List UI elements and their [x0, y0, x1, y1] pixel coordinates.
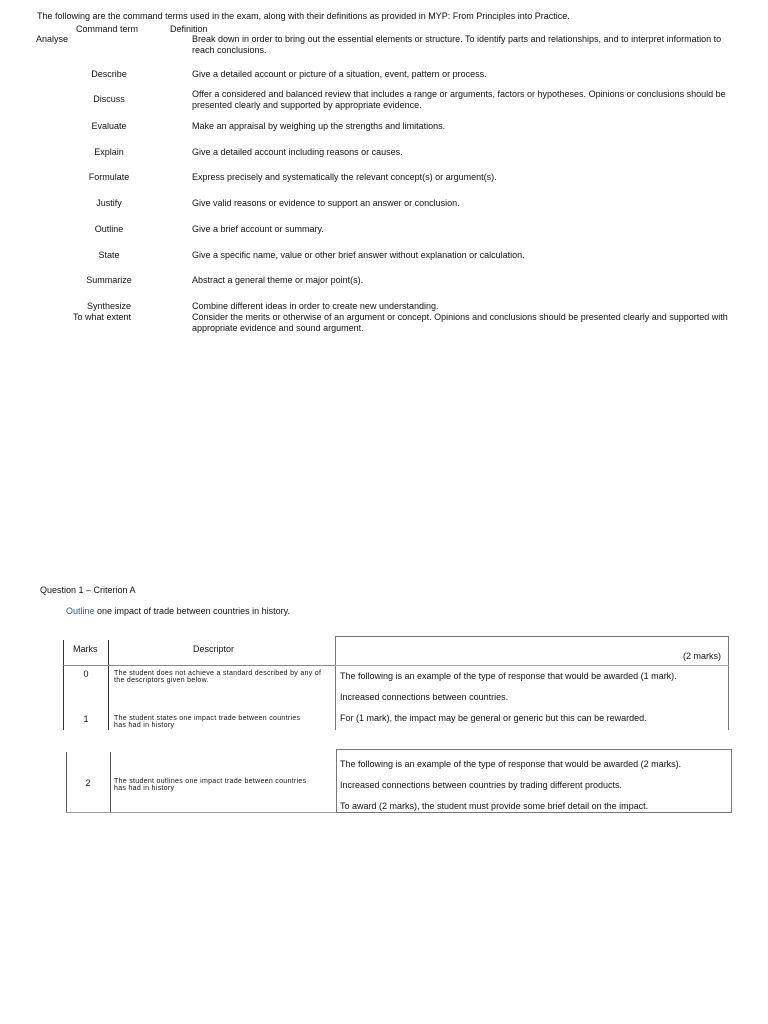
definition-analyse: Break down in order to bring out the essential elements or structure. To identify parts and relationships, and to interpret information to reach conclusions.: [192, 34, 722, 55]
column-header-definition: Definition: [170, 24, 208, 34]
term-describe: Describe: [91, 69, 127, 79]
guidance-1-note: For (1 mark), the impact may be general or generic but this can be rewarded.: [340, 713, 647, 723]
question-title: Question 1 – Criterion A: [40, 585, 136, 595]
total-marks: (2 marks): [683, 651, 721, 661]
term-formulate: Formulate: [88, 172, 130, 182]
definition-synthesize: Combine different ideas in order to create new understanding.: [192, 301, 439, 311]
definition-explain: Give a detailed account including reasons or causes.: [192, 147, 403, 157]
term-outline: Outline: [94, 224, 124, 234]
guidance-1-example: Increased connections between countries.: [340, 692, 509, 702]
term-summarize: Summarize: [86, 275, 132, 285]
command-term-keyword: Outline: [66, 606, 95, 616]
descriptor-header: Descriptor: [193, 644, 235, 654]
term-evaluate: Evaluate: [91, 121, 127, 131]
column-header-command-term: Command term: [76, 24, 139, 34]
definition-justify: Give valid reasons or evidence to support an answer or conclusion.: [192, 198, 460, 208]
definition-discuss: Offer a considered and balanced review that includes a range or arguments, factors or hypotheses. Opinions or conclusions should be presented clearly and supported by appropriate evidence.: [192, 89, 726, 110]
descriptor-mark-2: The student outlines one impact trade between countries has had in history: [114, 778, 307, 792]
definition-formulate: Express precisely and systematically the relevant concept(s) or argument(s).: [192, 172, 497, 182]
definition-describe: Give a detailed account or picture of a situation, event, pattern or process.: [192, 69, 487, 79]
definition-summarize: Abstract a general theme or major point(s).: [192, 275, 364, 285]
table-rule: [335, 665, 729, 666]
guidance-2-example: Increased connections between countries by trading different products.: [340, 780, 623, 790]
definition-evaluate: Make an appraisal by weighing up the strengths and limitations.: [192, 121, 446, 131]
question-prompt: [66, 606, 290, 617]
term-explain: Explain: [94, 147, 124, 157]
guidance-1-example-intro: The following is an example of the type of response that would be awarded (1 mark).: [340, 671, 677, 681]
definition-to-what-extent: Consider the merits or otherwise of an argument or concept. Opinions and conclusions should be presented clearly and supported with appropriate evidence and sound argument.: [192, 312, 728, 333]
term-state: State: [98, 250, 120, 260]
term-discuss: Discuss: [93, 94, 125, 104]
table-rule: [63, 665, 335, 666]
question-prompt-text: one impact of trade between countries in history.: [94, 606, 290, 616]
mark-value-1: 1: [83, 714, 89, 724]
term-synthesize: Synthesize: [86, 301, 132, 311]
intro-text: The following are the command terms used in the exam, along with their definitions as provided in MYP: From Principles into Practice.: [37, 11, 570, 21]
mark-value-2: 2: [85, 778, 91, 788]
definition-outline: Give a brief account or summary.: [192, 224, 324, 234]
descriptor-mark-1: The student states one impact trade between countries has had in history: [114, 715, 301, 729]
definition-state: Give a specific name, value or other brief answer without explanation or calculation.: [192, 250, 525, 260]
term-analyse: Analyse: [36, 34, 69, 44]
marks-header: Marks: [73, 644, 98, 654]
table-rule: [66, 812, 336, 813]
guidance-2-example-intro: The following is an example of the type of response that would be awarded (2 marks).: [340, 759, 682, 769]
term-justify: Justify: [96, 198, 122, 208]
guidance-2-note: To award (2 marks), the student must provide some brief detail on the impact.: [340, 801, 649, 811]
term-to-what-extent: To what extent: [72, 312, 132, 322]
table-rule: [110, 752, 111, 812]
descriptor-mark-0: The student does not achieve a standard described by any of the descriptors given below.: [114, 670, 322, 684]
mark-value-0: 0: [83, 669, 89, 679]
